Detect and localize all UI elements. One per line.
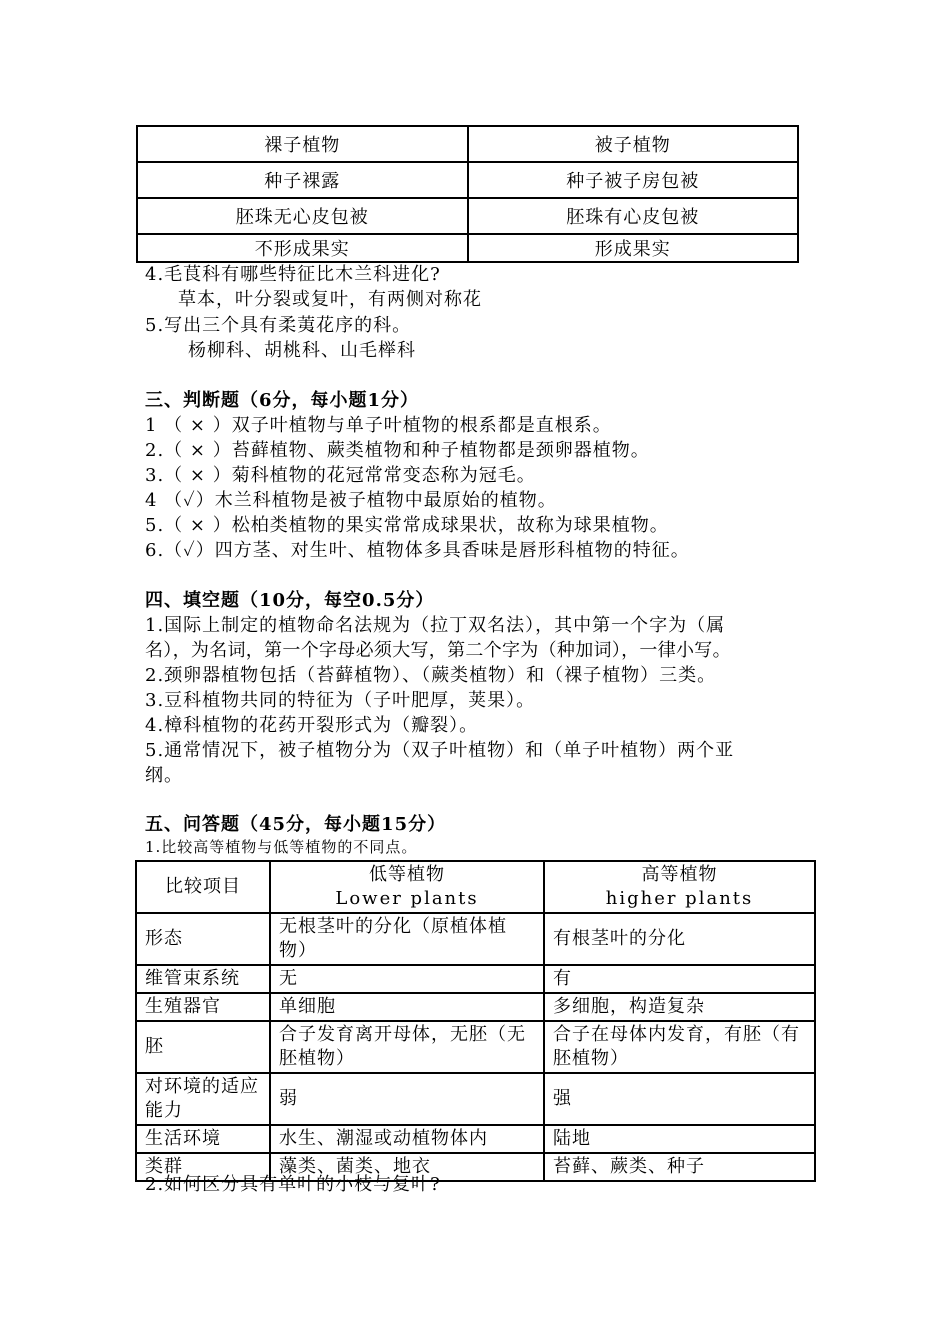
table-cell: 对环境的适应能力	[136, 1073, 270, 1125]
section-5-heading: 五、问答题（45分，每小题15分）	[145, 814, 447, 835]
header-item: 比较项目	[136, 861, 270, 913]
fill-line: 名），为名词，第一个字母必须大写，第二个字为（种加词），一律小写。	[145, 640, 731, 661]
table-row	[136, 1073, 815, 1125]
table-cell: 合子发育离开母体，无胚（无胚植物）	[270, 1021, 544, 1073]
judgement-item: 1 （ × ）双子叶植物与单子叶植物的根系都是直根系。	[145, 415, 612, 436]
question-1: 1.比较高等植物与低等植物的不同点。	[145, 838, 418, 856]
question-5: 5.写出三个具有柔荑花序的科。	[145, 315, 412, 336]
fill-line: 2.颈卵器植物包括（苔藓植物）、（蕨类植物）和（裸子植物）三类。	[145, 665, 717, 686]
table-cell: 生殖器官	[136, 993, 270, 1021]
judgement-item: 6.（✓）四方茎、对生叶、植物体多具香味是唇形科植物的特征。	[145, 540, 690, 561]
table-row	[136, 993, 815, 1021]
table-cell: 多细胞，构造复杂	[544, 993, 815, 1021]
question-2: 2.如何区分具有单叶的小枝与复叶?	[145, 1174, 441, 1195]
table-row	[136, 965, 815, 993]
table-row	[137, 234, 798, 262]
header-lower	[270, 861, 544, 913]
table-cell: 生活环境	[136, 1125, 270, 1153]
answer-5: 杨柳科、胡桃科、山毛榉科	[188, 340, 416, 361]
table-cell: 胚	[136, 1021, 270, 1073]
table-cell: 胚珠有心皮包被	[468, 198, 799, 234]
table-cell: 水生、潮湿或动植物体内	[270, 1125, 544, 1153]
judgement-item: 2.（ × ）苔藓植物、蕨类植物和种子植物都是颈卵器植物。	[145, 440, 650, 461]
table-cell: 不形成果实	[137, 234, 468, 262]
header-lower-en: Lower plants	[335, 888, 479, 909]
table-cell: 合子在母体内发育，有胚（有胚植物）	[544, 1021, 815, 1073]
table-header-row	[136, 861, 815, 913]
table-cell: 形态	[136, 913, 270, 965]
table-row	[137, 126, 798, 162]
table-cell: 无	[270, 965, 544, 993]
table-cell: 种子裸露	[137, 162, 468, 198]
header-lower-cn: 低等植物	[369, 864, 445, 885]
table-row	[137, 162, 798, 198]
table-cell: 裸子植物	[137, 126, 468, 162]
table-cell: 有	[544, 965, 815, 993]
table-cell: 被子植物	[468, 126, 799, 162]
judgement-item: 3.（ × ）菊科植物的花冠常常变态称为冠毛。	[145, 465, 536, 486]
section-3-heading: 三、判断题（6分，每小题1分）	[145, 390, 420, 411]
header-higher-cn: 高等植物	[641, 864, 718, 885]
judgement-item: 5.（ × ）松柏类植物的果实常常成球果状，故称为球果植物。	[145, 515, 669, 536]
table-cell: 藻类、菌类、地衣	[270, 1153, 544, 1181]
judgement-item: 4 （✓）木兰科植物是被子植物中最原始的植物。	[145, 490, 557, 511]
table-cell: 种子被子房包被	[468, 162, 799, 198]
table-cell: 维管束系统	[136, 965, 270, 993]
header-higher	[544, 861, 815, 913]
gymnosperm-angiosperm-table	[136, 125, 799, 263]
question-4: 4.毛茛科有哪些特征比木兰科进化?	[145, 264, 441, 285]
plant-comparison-table	[135, 860, 816, 1182]
table-cell: 陆地	[544, 1125, 815, 1153]
table-cell: 类群	[136, 1153, 270, 1181]
table-row	[136, 913, 815, 965]
fill-line: 纲。	[145, 765, 183, 786]
answer-4: 草本，叶分裂或复叶，有两侧对称花	[178, 289, 482, 310]
fill-line: 4.樟科植物的花药开裂形式为（瓣裂）。	[145, 715, 479, 736]
section-4-heading: 四、填空题（10分，每空0.5分）	[145, 590, 435, 611]
fill-line: 3.豆科植物共同的特征为（子叶肥厚，荚果）。	[145, 690, 536, 711]
table-cell: 苔藓、蕨类、种子	[544, 1153, 815, 1181]
table-row	[137, 198, 798, 234]
table-row	[136, 1021, 815, 1073]
table-cell: 强	[544, 1073, 815, 1125]
table-cell: 胚珠无心皮包被	[137, 198, 468, 234]
fill-line: 5.通常情况下，被子植物分为（双子叶植物）和（单子叶植物）两个亚	[145, 740, 735, 761]
header-higher-en: higher plants	[605, 888, 754, 909]
table-row	[136, 1125, 815, 1153]
fill-line: 1.国际上制定的植物命名法规为（拉丁双名法），其中第一个字为（属	[145, 615, 726, 636]
table-cell: 无根茎叶的分化（原植体植物）	[270, 913, 544, 965]
table-cell: 单细胞	[270, 993, 544, 1021]
table-cell: 弱	[270, 1073, 544, 1125]
table-cell: 有根茎叶的分化	[544, 913, 815, 965]
table-cell: 形成果实	[468, 234, 799, 262]
